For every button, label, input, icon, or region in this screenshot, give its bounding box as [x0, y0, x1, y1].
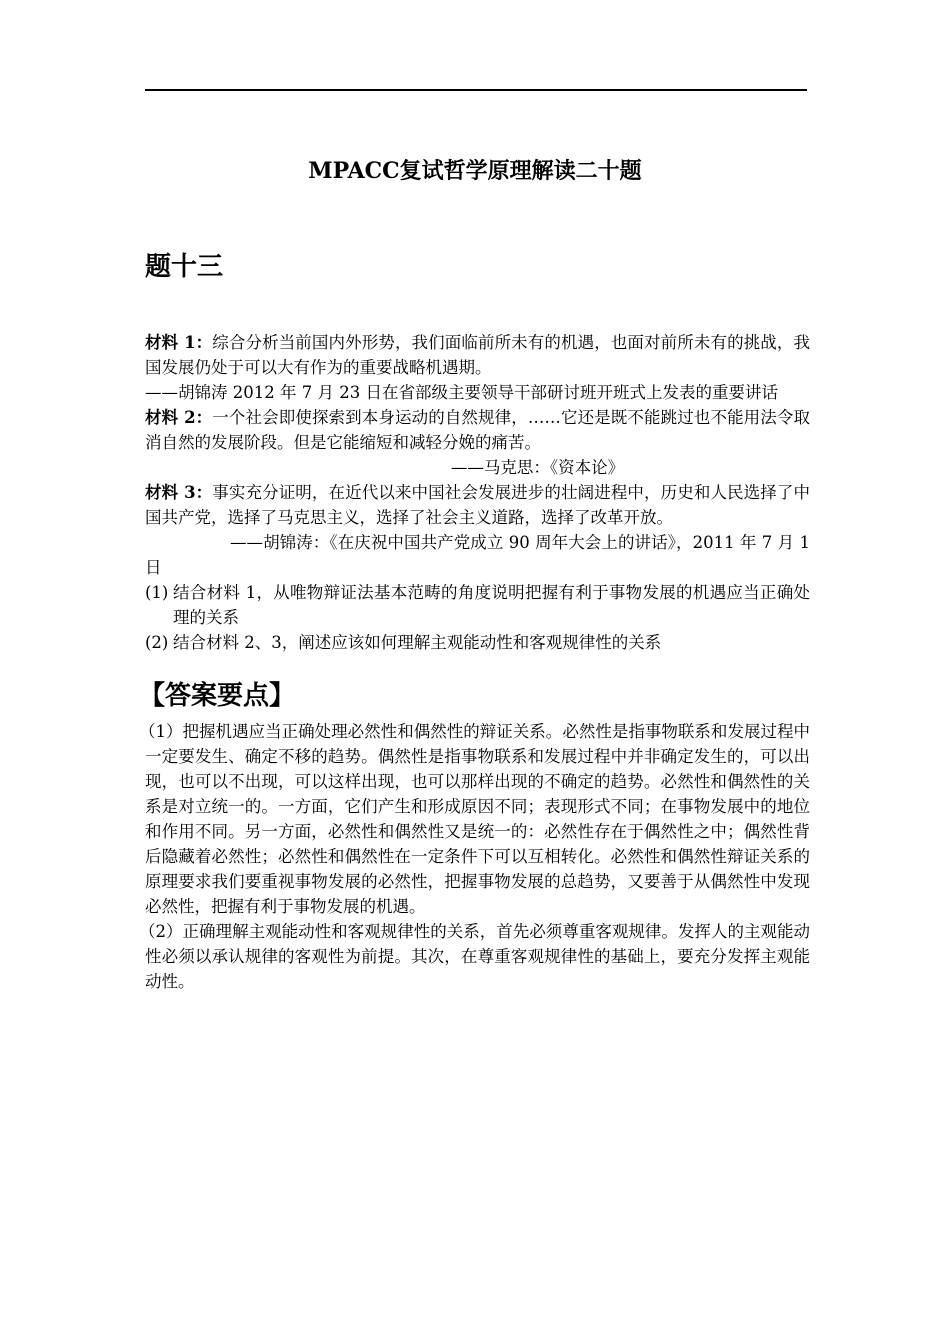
material-text: 一个社会即使探索到本身运动的自然规律，……它还是既不能跳过也不能用法令取消自然的发展阶段。但是它能缩短和减轻分娩的痛苦。	[145, 408, 810, 452]
material-source: ——胡锦涛 2012 年 7 月 23 日在省部级主要领导干部研讨班开班式上发表的重要讲话	[145, 383, 778, 402]
question-text: 结合材料 1，从唯物辩证法基本范畴的角度说明把握有利于事物发展的机遇应当正确处理的关系	[173, 583, 810, 627]
document-body	[139, 330, 810, 994]
question-2	[145, 630, 810, 655]
question-text: 结合材料 2、3，阐述应该如何理解主观能动性和客观规律性的关系	[173, 633, 662, 652]
material-2	[145, 405, 810, 455]
header-rule	[145, 89, 807, 91]
material-source: ——胡锦涛：《在庆祝中国共产党成立 90 周年大会上的讲话》，2011 年 7 月 1 日	[145, 533, 810, 577]
question-number: (1)	[145, 583, 169, 602]
document-title: MPACC复试哲学原理解读二十题	[308, 158, 642, 184]
material-label: 材料 2：	[145, 408, 213, 427]
question-number: (2)	[145, 633, 169, 652]
material-source: ——马克思：《资本论》	[450, 458, 625, 477]
material-text: 事实充分证明，在近代以来中国社会发展进步的壮阔进程中，历史和人民选择了中国共产党，选择了马克思主义，选择了社会主义道路，选择了改革开放。	[145, 483, 810, 527]
answer-paragraph: （1）把握机遇应当正确处理必然性和偶然性的辩证关系。必然性是指事物联系和发展过程中一定要发生、确定不移的趋势。偶然性是指事物联系和发展过程中并非确定发生的，可以出现，也可以不出现，可以这样出现，也可以那样出现的不确定的趋势。必然性和偶然性的关系是对立统一的。一方面，它们产生和形成原因不同；表现形式不同；在事物发展中的地位和作用不同。另一方面，必然性和偶然性又是统一的：必然性存在于偶然性之中；偶然性背后隐藏着必然性；必然性和偶然性在一定条件下可以互相转化。必然性和偶然性辩证关系的原理要求我们要重视事物发展的必然性，把握事物发展的总趋势，又要善于从偶然性中发现必然性，把握有利于事物发展的机遇。	[139, 722, 810, 916]
answer-paragraph: （2）正确理解主观能动性和客观规律性的关系，首先必须尊重客观规律。发挥人的主观能动性必须以承认规律的客观性为前提。其次，在尊重客观规律性的基础上，要充分发挥主观能动性。	[139, 922, 810, 991]
material-label: 材料 3：	[145, 483, 213, 502]
section-heading: 题十三	[145, 252, 224, 282]
material-text: 综合分析当前国内外形势，我们面临前所未有的机遇，也面对前所未有的挑战，我国发展仍处于可以大有作为的重要战略机遇期。	[145, 333, 810, 377]
answer-heading: 【答案要点】	[139, 681, 296, 711]
answer-list	[139, 719, 810, 994]
material-label: 材料 1：	[145, 333, 213, 352]
question-1	[145, 580, 810, 630]
material-3	[145, 480, 810, 530]
material-1	[145, 330, 810, 380]
